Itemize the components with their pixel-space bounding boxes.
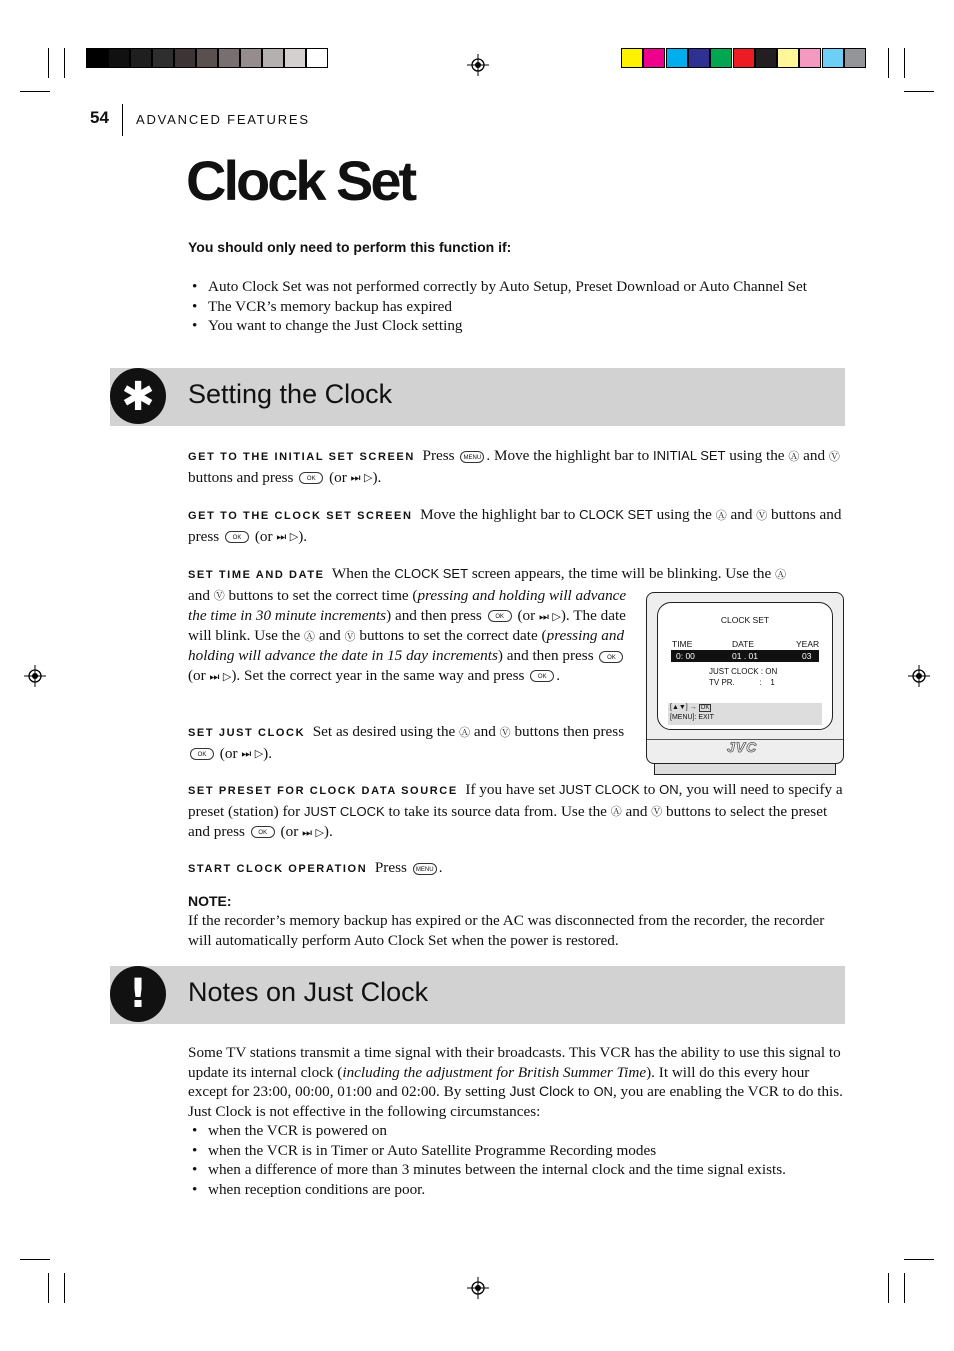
gray-swatch bbox=[152, 48, 174, 68]
down-button-icon: Ⓥ bbox=[651, 805, 663, 819]
color-swatch bbox=[666, 48, 688, 68]
up-button-icon: Ⓐ bbox=[775, 567, 787, 581]
color-swatch bbox=[710, 48, 732, 68]
osd-year-value: 03 bbox=[802, 651, 812, 661]
gray-swatch bbox=[218, 48, 240, 68]
page-title: Clock Set bbox=[186, 149, 415, 212]
osd-time-value: 0: 00 bbox=[676, 651, 695, 661]
list-item: • when the VCR is powered on bbox=[188, 1121, 845, 1141]
gray-swatch bbox=[174, 48, 196, 68]
gray-swatch bbox=[262, 48, 284, 68]
tv-screen bbox=[657, 602, 833, 730]
down-button-icon: Ⓥ bbox=[828, 449, 840, 463]
intro-lead: You should only need to perform this function if: bbox=[188, 239, 512, 255]
up-button-icon: Ⓐ bbox=[715, 508, 727, 522]
section-banner-just-clock bbox=[110, 966, 845, 1024]
up-button-icon: Ⓐ bbox=[788, 449, 800, 463]
registration-mark-icon bbox=[467, 54, 489, 76]
osd-date-value: 01 . 01 bbox=[732, 651, 758, 661]
joystick-right-icon: ⏭ ▷ bbox=[538, 609, 561, 623]
down-button-icon: Ⓥ bbox=[499, 725, 511, 739]
just-clock-bullet-list bbox=[188, 1121, 845, 1199]
step-clock-set-screen: GET TO THE CLOCK SET SCREEN Move the highlight bar to CLOCK SET using the Ⓐ and Ⓥ buttons and press OK (or ⏭ ▷). bbox=[188, 505, 845, 547]
osd-just-clock: JUST CLOCK : ON bbox=[709, 667, 778, 676]
down-button-icon: Ⓥ bbox=[344, 629, 356, 643]
joystick-right-icon: ⏭ ▷ bbox=[241, 747, 264, 761]
ok-button-icon: OK bbox=[299, 472, 323, 484]
gray-swatch bbox=[196, 48, 218, 68]
color-swatch bbox=[733, 48, 755, 68]
just-clock-paragraph: Some TV stations transmit a time signal with their broadcasts. This VCR has the ability to use this signal to update its internal clock (including the adjustment for British Summer Time). It will do this every hour except for 23:00, 00:00, 01:00 and 02:00. By setting Just Clock to ON, you are enabling the VCR to do this. Just Clock is not effective in the following circumstances: • when the VCR is powered on • when the VCR is in Timer or Auto Satellite Programme Recording modes • when a difference of more than 3 minutes between the internal clock and the time signal exists. • when reception conditions are poor. bbox=[188, 1043, 845, 1199]
exclamation-icon: ! bbox=[110, 966, 166, 1022]
ok-button-icon: OK bbox=[190, 748, 214, 760]
just-clock-circumstances-intro: Just Clock is not effective in the following circumstances: bbox=[188, 1102, 541, 1120]
section-title: Notes on Just Clock bbox=[188, 977, 429, 1007]
note-text: If the recorder’s memory backup has expired or the AC was disconnected from the recorder, the recorder will automatically perform Auto Clock Set when the power is restored. bbox=[188, 912, 825, 949]
osd-col-time: TIME bbox=[672, 639, 693, 649]
color-swatch bbox=[688, 48, 710, 68]
osd-col-date: DATE bbox=[732, 639, 755, 649]
color-swatch bbox=[822, 48, 844, 68]
header-divider bbox=[122, 104, 123, 136]
step-set-just-clock: SET JUST CLOCK Set as desired using the Ⓐ and Ⓥ buttons then press OK (or ⏭ ▷). bbox=[188, 722, 628, 764]
registration-mark-icon bbox=[24, 665, 46, 687]
gray-swatch bbox=[130, 48, 152, 68]
intro-bullet-list bbox=[188, 277, 848, 336]
step-set-time-date: SET TIME AND DATE When the CLOCK SET screen appears, the time will be blinking. Use the Ⓐ and Ⓥ buttons to set the correct time (pressing and holding will advance the time in 30 minute increments) and then press OK (or ⏭ ▷). The date will blink. Use the Ⓐ and Ⓥ buttons to set the correct date (pressing and holding will advance the date in 15 day increments) and then press OK (or ⏭ ▷). Set the correct year in the same way and press OK . bbox=[188, 564, 628, 686]
asterisk-icon: ✱ bbox=[110, 368, 166, 424]
osd-tv-pr: TV PR. : 1 bbox=[709, 678, 775, 687]
registration-mark-icon bbox=[467, 1277, 489, 1299]
registration-mark-icon bbox=[908, 665, 930, 687]
color-swatch bbox=[643, 48, 665, 68]
section-title: Setting the Clock bbox=[188, 379, 393, 409]
list-item: • Auto Clock Set was not performed correctly by Auto Setup, Preset Download or Auto Channel Set bbox=[188, 277, 848, 297]
menu-button-icon: MENU bbox=[413, 863, 437, 875]
list-item: • when the VCR is in Timer or Auto Satellite Programme Recording modes bbox=[188, 1141, 845, 1161]
gray-swatch bbox=[240, 48, 262, 68]
page-number: 54 bbox=[90, 108, 109, 127]
tv-stand bbox=[654, 764, 836, 775]
step-set-preset: SET PRESET FOR CLOCK DATA SOURCE If you have set JUST CLOCK to ON, you will need to specify a preset (station) for JUST CLOCK to take its source data from. Use the Ⓐ and Ⓥ buttons to select the preset and press OK (or ⏭ ▷). bbox=[188, 780, 845, 842]
list-item: • when reception conditions are poor. bbox=[188, 1180, 845, 1200]
down-button-icon: Ⓥ bbox=[213, 589, 225, 603]
ok-button-icon: OK bbox=[225, 531, 249, 543]
joystick-right-icon: ⏭ ▷ bbox=[209, 669, 232, 683]
color-swatch bbox=[844, 48, 866, 68]
color-swatch bbox=[799, 48, 821, 68]
menu-button-icon: MENU bbox=[460, 451, 484, 463]
ok-button-icon: OK bbox=[251, 826, 275, 838]
osd-col-year: YEAR bbox=[796, 639, 820, 649]
joystick-right-icon: ⏭ ▷ bbox=[302, 825, 324, 839]
ok-button-icon: OK bbox=[530, 670, 554, 682]
section-header: ADVANCED FEATURES bbox=[136, 112, 310, 127]
osd-hint-exit: [MENU]: EXIT bbox=[670, 714, 714, 721]
down-button-icon: Ⓥ bbox=[756, 508, 768, 522]
color-swatch bbox=[777, 48, 799, 68]
step-start-clock: START CLOCK OPERATION Press MENU . bbox=[188, 859, 443, 876]
gray-swatch bbox=[86, 48, 108, 68]
jvc-logo: JVC bbox=[727, 739, 758, 755]
up-button-icon: Ⓐ bbox=[304, 629, 316, 643]
up-button-icon: Ⓐ bbox=[459, 725, 471, 739]
ok-button-icon: OK bbox=[488, 610, 512, 622]
gray-swatch bbox=[284, 48, 306, 68]
tv-osd-illustration bbox=[646, 592, 844, 764]
joystick-right-icon: ⏭ ▷ bbox=[350, 471, 373, 485]
color-swatch bbox=[755, 48, 777, 68]
step-initial-set: GET TO THE INITIAL SET SCREEN Press MENU . Move the highlight bar to INITIAL SET using the Ⓐ and Ⓥ buttons and press OK (or ⏭ ▷). bbox=[188, 446, 845, 488]
osd-title: CLOCK SET bbox=[720, 615, 770, 625]
up-button-icon: Ⓐ bbox=[610, 805, 622, 819]
osd-hint-navigate: [▲▼] → OK bbox=[670, 704, 710, 711]
joystick-right-icon: ⏭ ▷ bbox=[276, 530, 299, 544]
ok-button-icon: OK bbox=[599, 651, 623, 663]
gray-swatch bbox=[108, 48, 130, 68]
gray-swatch bbox=[306, 48, 328, 68]
section-banner-setting-clock bbox=[110, 368, 845, 426]
list-item: • You want to change the Just Clock setting bbox=[188, 316, 848, 336]
list-item: • when a difference of more than 3 minutes between the internal clock and the time signal exists. bbox=[188, 1160, 845, 1180]
list-item: • The VCR’s memory backup has expired bbox=[188, 297, 848, 317]
color-swatch bbox=[621, 48, 643, 68]
note-label: NOTE: bbox=[188, 893, 232, 909]
osd-ok-key: OK bbox=[700, 705, 710, 711]
